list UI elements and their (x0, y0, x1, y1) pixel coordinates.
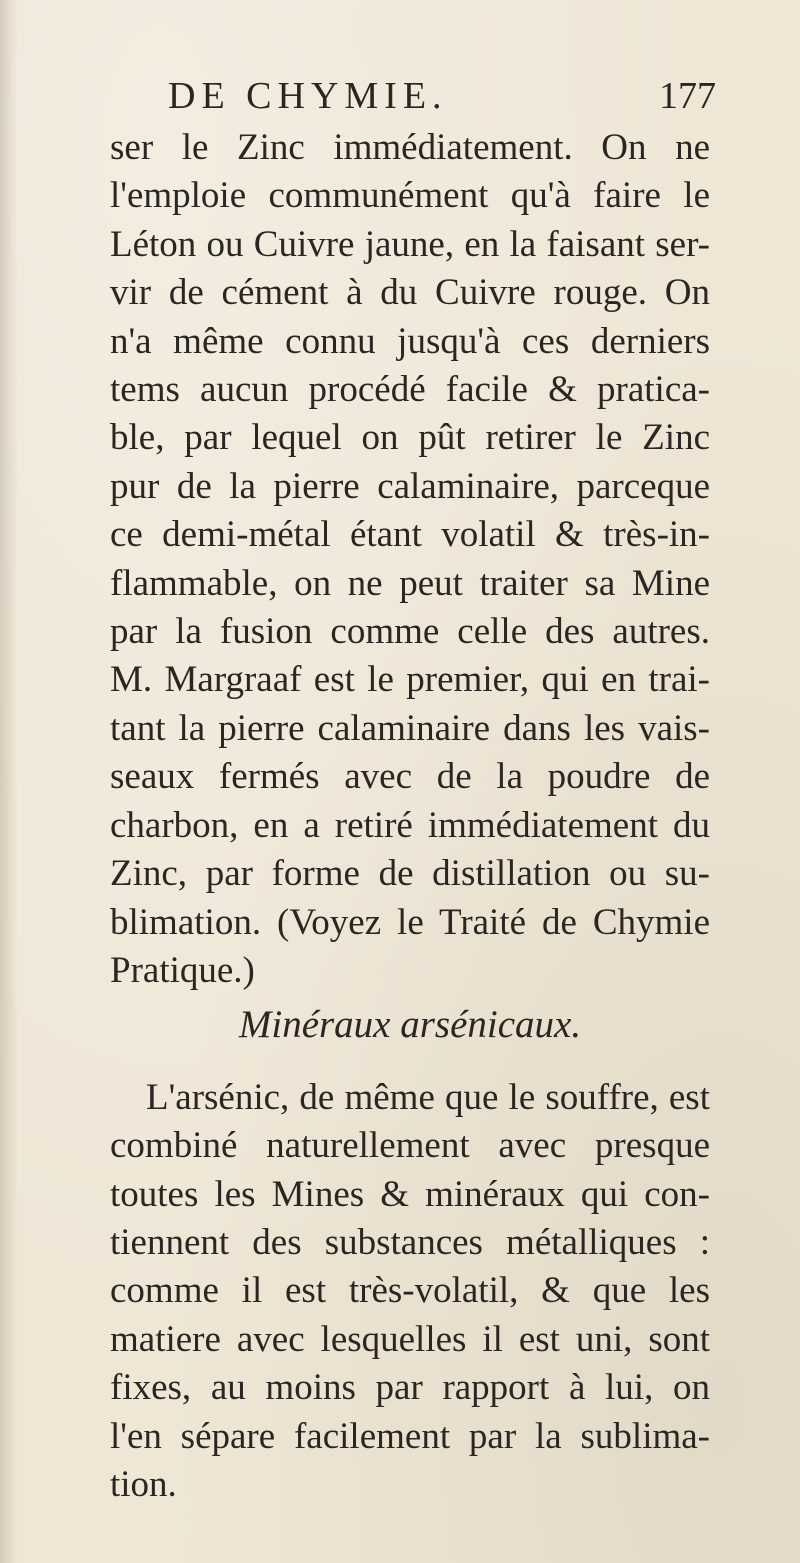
text-line: combiné naturellement avec presque (110, 1125, 710, 1167)
text-line: charbon, en a retiré immédiatement du (110, 804, 710, 846)
text-line: pur de la pierre calaminaire, parceque (110, 465, 710, 507)
section-heading: Minéraux arsénicaux. (238, 1003, 582, 1047)
body-text (110, 124, 710, 1509)
text-line: tant la pierre calaminaire dans les vais- (110, 707, 710, 749)
text-line: Léton ou Cuivre jaune, en la faisant ser- (110, 223, 710, 265)
text-line: fixes, au moins par rapport à lui, on (110, 1367, 710, 1409)
text-line: vir de cément à du Cuivre rouge. On (110, 272, 710, 314)
text-line: Zinc, par forme de distillation ou su- (110, 853, 710, 895)
text-line: ser le Zinc immédiatement. On ne (110, 127, 710, 168)
text-line: tems aucun procédé facile & pratica- (110, 369, 710, 411)
text-line: seaux fermés avec de la poudre de (110, 756, 710, 798)
text-line: l'en sépare facilement par la sublima- (110, 1415, 710, 1457)
text-line: ble, par lequel on pût retirer le Zinc (110, 417, 710, 459)
text-line: L'arsénic, de même que le souffre, est (146, 1076, 710, 1118)
page-edge-shadow (0, 0, 18, 1563)
page-header (168, 74, 728, 118)
text-line: comme il est très-volatil, & que les (110, 1270, 710, 1312)
text-line: l'emploie communément qu'à faire le (110, 175, 710, 217)
text-line: tion. (110, 1463, 177, 1505)
text-line: par la fusion comme celle des autres. (110, 611, 710, 653)
running-title: DE CHYMIE. (168, 75, 448, 117)
paragraph-zinc (110, 124, 710, 995)
page-number: 177 (659, 75, 716, 117)
text-line: n'a même connu jusqu'à ces derniers (110, 320, 710, 362)
text-line: tiennent des substances métalliques : (110, 1221, 710, 1263)
text-line: M. Margraaf est le premier, qui en trai- (110, 659, 710, 701)
text-line: blimation. (Voyez le Traité de Chymie (110, 901, 710, 943)
text-line: flammable, on ne peut traiter sa Mine (110, 562, 710, 604)
text-line: matiere avec lesquelles il est uni, sont (110, 1318, 710, 1360)
text-line: ce demi-métal étant volatil & très-in- (110, 514, 710, 556)
text-line: toutes les Mines & minéraux qui con- (110, 1173, 710, 1215)
text-line: Pratique.) (110, 949, 255, 991)
paragraph-arsenic (110, 1074, 710, 1510)
